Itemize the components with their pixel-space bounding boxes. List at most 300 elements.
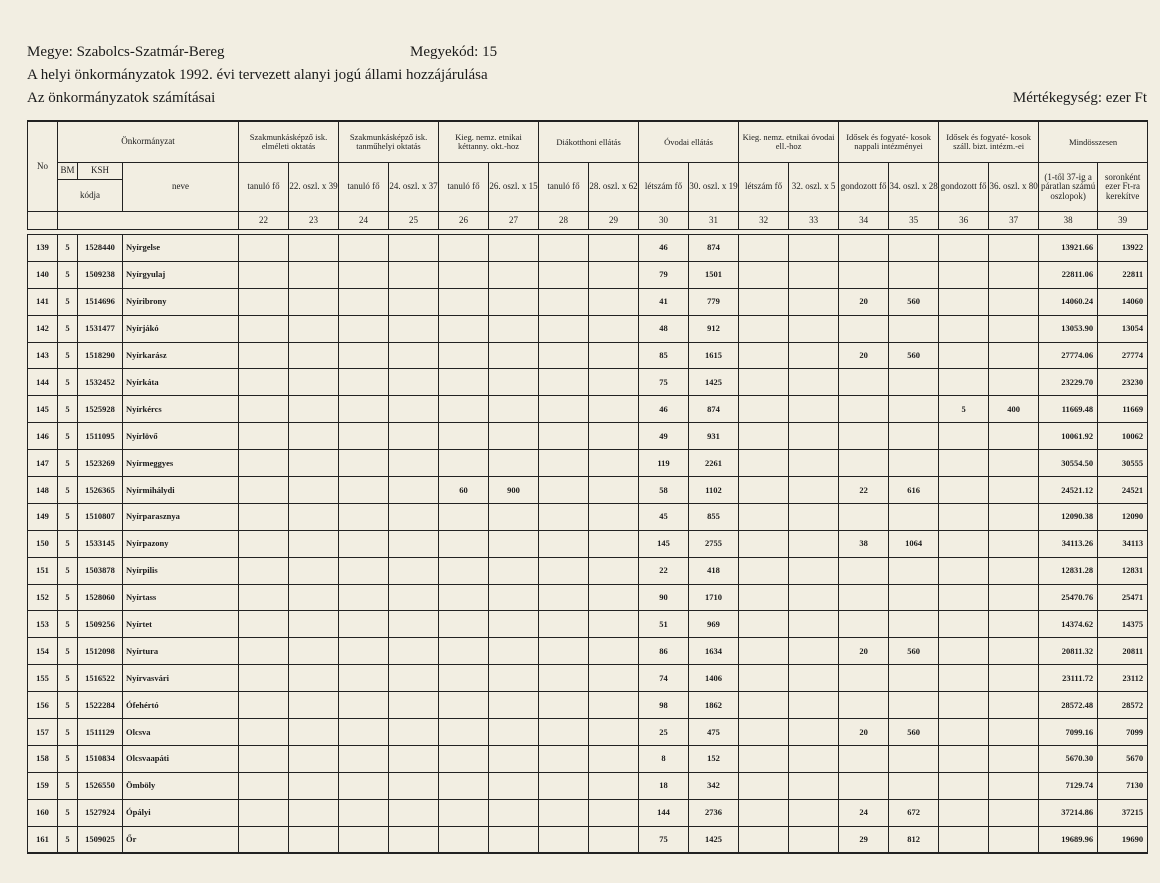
- value-cell: 1064: [889, 530, 939, 557]
- col-ksh-header: KSH: [78, 163, 123, 180]
- value-cell: 119: [639, 450, 689, 477]
- value-cell: [439, 611, 489, 638]
- value-cell: 41: [639, 288, 689, 315]
- col-group-8: Mindösszesen: [1039, 121, 1148, 163]
- col-number: 33: [789, 212, 839, 230]
- value-cell: [739, 584, 789, 611]
- table-row: [28, 799, 1148, 826]
- municipality-name-cell: Nyírtura: [123, 638, 239, 665]
- table-row: [28, 423, 1148, 450]
- value-cell: [539, 423, 589, 450]
- value-cell: 24521.12: [1039, 477, 1098, 504]
- bm-code-cell: 5: [58, 584, 78, 611]
- value-cell: 13922: [1098, 235, 1148, 262]
- unit-label: Mértékegység: ezer Ft: [1012, 90, 1147, 106]
- value-cell: [939, 638, 989, 665]
- value-cell: [539, 396, 589, 423]
- value-cell: [339, 584, 389, 611]
- value-cell: [339, 261, 389, 288]
- row-number-cell: 160: [28, 799, 58, 826]
- value-cell: [839, 665, 889, 692]
- ksh-code-cell: 1523269: [78, 450, 123, 477]
- value-cell: 23112: [1098, 665, 1148, 692]
- value-cell: [439, 342, 489, 369]
- value-cell: 779: [689, 288, 739, 315]
- value-cell: [739, 235, 789, 262]
- value-cell: [539, 557, 589, 584]
- col-number: 38: [1039, 212, 1098, 230]
- col-neve-header: neve: [123, 163, 239, 212]
- value-cell: 34113: [1098, 530, 1148, 557]
- value-cell: [789, 530, 839, 557]
- value-cell: [589, 557, 639, 584]
- row-number-cell: 141: [28, 288, 58, 315]
- value-cell: [539, 799, 589, 826]
- value-cell: [239, 745, 289, 772]
- value-cell: 20: [839, 719, 889, 746]
- value-cell: [839, 315, 889, 342]
- value-cell: 418: [689, 557, 739, 584]
- value-cell: 855: [689, 503, 739, 530]
- value-cell: [439, 584, 489, 611]
- value-cell: [239, 315, 289, 342]
- value-cell: [289, 369, 339, 396]
- value-cell: 30555: [1098, 450, 1148, 477]
- value-cell: [839, 584, 889, 611]
- value-cell: [839, 772, 889, 799]
- municipality-name-cell: Nyírgyulaj: [123, 261, 239, 288]
- value-cell: 145: [639, 530, 689, 557]
- col-group-6: Idősek és fogyaté- kosok nappali intézményei: [839, 121, 939, 163]
- value-cell: [989, 611, 1039, 638]
- sub-header-15: 36. oszl. x 80: [989, 163, 1039, 212]
- ksh-code-cell: 1516522: [78, 665, 123, 692]
- value-cell: [839, 396, 889, 423]
- value-cell: [439, 530, 489, 557]
- value-cell: 1425: [689, 369, 739, 396]
- value-cell: [489, 772, 539, 799]
- value-cell: [439, 450, 489, 477]
- value-cell: [489, 342, 539, 369]
- value-cell: [389, 719, 439, 746]
- ksh-code-cell: 1527924: [78, 799, 123, 826]
- value-cell: [289, 584, 339, 611]
- value-cell: 14375: [1098, 611, 1148, 638]
- municipality-name-cell: Nyírmeggyes: [123, 450, 239, 477]
- value-cell: 85: [639, 342, 689, 369]
- value-cell: [489, 638, 539, 665]
- value-cell: [489, 450, 539, 477]
- value-cell: [389, 584, 439, 611]
- table-row: [28, 611, 1148, 638]
- value-cell: [489, 261, 539, 288]
- value-cell: [789, 396, 839, 423]
- value-cell: [939, 503, 989, 530]
- value-cell: [239, 342, 289, 369]
- value-cell: 37215: [1098, 799, 1148, 826]
- value-cell: [789, 261, 839, 288]
- value-cell: 8: [639, 745, 689, 772]
- value-cell: [989, 557, 1039, 584]
- value-cell: [539, 288, 589, 315]
- value-cell: [289, 315, 339, 342]
- value-cell: [439, 638, 489, 665]
- value-cell: [339, 772, 389, 799]
- value-cell: 1862: [689, 692, 739, 719]
- col-number: 28: [539, 212, 589, 230]
- value-cell: [539, 530, 589, 557]
- value-cell: [439, 557, 489, 584]
- ksh-code-cell: 1528060: [78, 584, 123, 611]
- value-cell: [589, 342, 639, 369]
- value-cell: 25471: [1098, 584, 1148, 611]
- ksh-code-cell: 1503878: [78, 557, 123, 584]
- value-cell: [989, 584, 1039, 611]
- value-cell: [589, 692, 639, 719]
- value-cell: [789, 557, 839, 584]
- value-cell: 38: [839, 530, 889, 557]
- value-cell: 2755: [689, 530, 739, 557]
- value-cell: [289, 235, 339, 262]
- value-cell: [389, 369, 439, 396]
- ksh-code-cell: 1510807: [78, 503, 123, 530]
- num-empty: [28, 212, 58, 230]
- bm-code-cell: 5: [58, 315, 78, 342]
- value-cell: [239, 665, 289, 692]
- value-cell: 5: [939, 396, 989, 423]
- value-cell: 75: [639, 826, 689, 853]
- value-cell: [389, 423, 439, 450]
- ksh-code-cell: 1509025: [78, 826, 123, 853]
- col-number: 36: [939, 212, 989, 230]
- value-cell: 616: [889, 477, 939, 504]
- value-cell: [339, 611, 389, 638]
- value-cell: 1634: [689, 638, 739, 665]
- col-group-7: Idősek és fogyaté- kosok száll. bizt. intézm.-ei: [939, 121, 1039, 163]
- value-cell: [239, 261, 289, 288]
- ksh-code-cell: 1528440: [78, 235, 123, 262]
- value-cell: [939, 557, 989, 584]
- table-row: [28, 692, 1148, 719]
- value-cell: [289, 342, 339, 369]
- row-number-cell: 144: [28, 369, 58, 396]
- row-number-cell: 155: [28, 665, 58, 692]
- value-cell: [589, 745, 639, 772]
- value-cell: [339, 745, 389, 772]
- value-cell: [439, 799, 489, 826]
- table-row: [28, 719, 1148, 746]
- value-cell: 969: [689, 611, 739, 638]
- value-cell: [239, 396, 289, 423]
- value-cell: 30554.50: [1039, 450, 1098, 477]
- value-cell: [489, 369, 539, 396]
- value-cell: [439, 503, 489, 530]
- value-cell: [589, 611, 639, 638]
- value-cell: [289, 719, 339, 746]
- value-cell: 48: [639, 315, 689, 342]
- value-cell: [589, 396, 639, 423]
- sub-header-16: (1-től 37-ig a páratlan számú oszlopok): [1039, 163, 1098, 212]
- value-cell: 12090: [1098, 503, 1148, 530]
- value-cell: [289, 692, 339, 719]
- value-cell: [889, 450, 939, 477]
- value-cell: [939, 772, 989, 799]
- value-cell: 7129.74: [1039, 772, 1098, 799]
- row-number-cell: 143: [28, 342, 58, 369]
- sub-header-1: 22. oszl. x 39: [289, 163, 339, 212]
- bm-code-cell: 5: [58, 665, 78, 692]
- value-cell: [489, 692, 539, 719]
- municipality-name-cell: Nyírpilis: [123, 557, 239, 584]
- value-cell: [739, 611, 789, 638]
- value-cell: [739, 450, 789, 477]
- value-cell: [989, 799, 1039, 826]
- col-group-1: Szakmunkásképző isk. tanműhelyi oktatás: [339, 121, 439, 163]
- row-number-cell: 152: [28, 584, 58, 611]
- value-cell: 672: [889, 799, 939, 826]
- bm-code-cell: 5: [58, 261, 78, 288]
- value-cell: [439, 745, 489, 772]
- value-cell: [789, 719, 839, 746]
- value-cell: [989, 530, 1039, 557]
- value-cell: 2736: [689, 799, 739, 826]
- value-cell: [989, 745, 1039, 772]
- col-kodja-header: kódja: [58, 180, 123, 212]
- bm-code-cell: 5: [58, 772, 78, 799]
- table-row: [28, 315, 1148, 342]
- value-cell: [489, 423, 539, 450]
- value-cell: [739, 719, 789, 746]
- col-number: 22: [239, 212, 289, 230]
- value-cell: [439, 369, 489, 396]
- value-cell: 86: [639, 638, 689, 665]
- value-cell: [889, 611, 939, 638]
- value-cell: [289, 665, 339, 692]
- municipality-name-cell: Nyírpazony: [123, 530, 239, 557]
- value-cell: [389, 772, 439, 799]
- value-cell: [289, 799, 339, 826]
- sub-header-2: tanuló fő: [339, 163, 389, 212]
- municipality-name-cell: Ópályi: [123, 799, 239, 826]
- value-cell: [889, 396, 939, 423]
- value-cell: [989, 665, 1039, 692]
- col-group-0: Szakmunkásképző isk. elméleti oktatás: [239, 121, 339, 163]
- value-cell: 25: [639, 719, 689, 746]
- value-cell: [589, 450, 639, 477]
- value-cell: [539, 315, 589, 342]
- value-cell: [389, 503, 439, 530]
- value-cell: 18: [639, 772, 689, 799]
- table-body: [28, 235, 1148, 854]
- value-cell: [839, 450, 889, 477]
- municipality-name-cell: Nyírvasvári: [123, 665, 239, 692]
- value-cell: 58: [639, 477, 689, 504]
- value-cell: [789, 288, 839, 315]
- value-cell: [439, 235, 489, 262]
- value-cell: [289, 261, 339, 288]
- value-cell: [889, 692, 939, 719]
- value-cell: [489, 530, 539, 557]
- value-cell: [739, 315, 789, 342]
- bm-code-cell: 5: [58, 638, 78, 665]
- value-cell: 23230: [1098, 369, 1148, 396]
- value-cell: [439, 261, 489, 288]
- value-cell: 20: [839, 638, 889, 665]
- value-cell: 342: [689, 772, 739, 799]
- value-cell: [989, 288, 1039, 315]
- county-code-label: Megyekód: 15: [410, 44, 498, 60]
- value-cell: [339, 450, 389, 477]
- value-cell: 5670: [1098, 745, 1148, 772]
- value-cell: [289, 396, 339, 423]
- value-cell: 1425: [689, 826, 739, 853]
- value-cell: [239, 288, 289, 315]
- value-cell: [989, 261, 1039, 288]
- value-cell: [589, 719, 639, 746]
- value-cell: 5670.30: [1039, 745, 1098, 772]
- value-cell: 14060.24: [1039, 288, 1098, 315]
- value-cell: [989, 477, 1039, 504]
- bm-code-cell: 5: [58, 503, 78, 530]
- value-cell: [989, 503, 1039, 530]
- ksh-code-cell: 1518290: [78, 342, 123, 369]
- value-cell: [439, 396, 489, 423]
- value-cell: [739, 477, 789, 504]
- value-cell: [539, 369, 589, 396]
- value-cell: [739, 423, 789, 450]
- value-cell: [939, 719, 989, 746]
- row-number-cell: 148: [28, 477, 58, 504]
- value-cell: [989, 826, 1039, 853]
- col-number: 37: [989, 212, 1039, 230]
- col-group-2: Kieg. nemz. etnikai kéttanny. okt.-hoz: [439, 121, 539, 163]
- value-cell: [389, 799, 439, 826]
- bm-code-cell: 5: [58, 719, 78, 746]
- row-number-cell: 154: [28, 638, 58, 665]
- value-cell: [739, 396, 789, 423]
- ksh-code-cell: 1525928: [78, 396, 123, 423]
- value-cell: [939, 369, 989, 396]
- value-cell: [439, 288, 489, 315]
- value-cell: 60: [439, 477, 489, 504]
- value-cell: [339, 638, 389, 665]
- value-cell: 7130: [1098, 772, 1148, 799]
- value-cell: 900: [489, 477, 539, 504]
- value-cell: [389, 450, 439, 477]
- value-cell: [489, 235, 539, 262]
- value-cell: [589, 423, 639, 450]
- value-cell: [339, 503, 389, 530]
- value-cell: 22: [639, 557, 689, 584]
- value-cell: 1710: [689, 584, 739, 611]
- value-cell: [939, 826, 989, 853]
- value-cell: 22: [839, 477, 889, 504]
- value-cell: 12831.28: [1039, 557, 1098, 584]
- value-cell: 560: [889, 638, 939, 665]
- value-cell: [389, 261, 439, 288]
- value-cell: [439, 665, 489, 692]
- municipality-name-cell: Nyírparasznya: [123, 503, 239, 530]
- value-cell: [989, 638, 1039, 665]
- value-cell: [789, 503, 839, 530]
- sub-header-7: 28. oszl. x 62: [589, 163, 639, 212]
- bm-code-cell: 5: [58, 557, 78, 584]
- value-cell: [289, 503, 339, 530]
- value-cell: 19690: [1098, 826, 1148, 853]
- value-cell: [789, 772, 839, 799]
- row-number-cell: 140: [28, 261, 58, 288]
- table-row: [28, 826, 1148, 853]
- value-cell: [239, 369, 289, 396]
- municipality-name-cell: Olcsva: [123, 719, 239, 746]
- value-cell: [239, 557, 289, 584]
- value-cell: [439, 315, 489, 342]
- col-number: 27: [489, 212, 539, 230]
- value-cell: [939, 665, 989, 692]
- value-cell: [789, 665, 839, 692]
- ksh-code-cell: 1531477: [78, 315, 123, 342]
- value-cell: [539, 477, 589, 504]
- value-cell: [889, 772, 939, 799]
- sub-header-17: soronként ezer Ft-ra kerekítve: [1098, 163, 1148, 212]
- value-cell: [739, 503, 789, 530]
- bm-code-cell: 5: [58, 235, 78, 262]
- value-cell: 11669.48: [1039, 396, 1098, 423]
- value-cell: [539, 503, 589, 530]
- value-cell: 12831: [1098, 557, 1148, 584]
- value-cell: 1615: [689, 342, 739, 369]
- value-cell: [239, 423, 289, 450]
- value-cell: [389, 477, 439, 504]
- value-cell: [389, 665, 439, 692]
- value-cell: [489, 799, 539, 826]
- value-cell: [739, 369, 789, 396]
- value-cell: 23229.70: [1039, 369, 1098, 396]
- value-cell: 874: [689, 396, 739, 423]
- municipality-name-cell: Nyírkarász: [123, 342, 239, 369]
- value-cell: [789, 235, 839, 262]
- value-cell: 13053.90: [1039, 315, 1098, 342]
- value-cell: [289, 772, 339, 799]
- value-cell: [539, 826, 589, 853]
- col-group-4: Óvodai ellátás: [639, 121, 739, 163]
- value-cell: [539, 772, 589, 799]
- value-cell: 1406: [689, 665, 739, 692]
- bm-code-cell: 5: [58, 450, 78, 477]
- value-cell: [739, 745, 789, 772]
- col-group-5: Kieg. nemz. etnikai óvodai ell.-hoz: [739, 121, 839, 163]
- row-number-cell: 142: [28, 315, 58, 342]
- ksh-code-cell: 1509256: [78, 611, 123, 638]
- value-cell: 24521: [1098, 477, 1148, 504]
- table-row: [28, 450, 1148, 477]
- col-number: 30: [639, 212, 689, 230]
- bm-code-cell: 5: [58, 342, 78, 369]
- value-cell: [739, 826, 789, 853]
- table-row: [28, 584, 1148, 611]
- value-cell: 28572: [1098, 692, 1148, 719]
- value-cell: [889, 503, 939, 530]
- col-number: 23: [289, 212, 339, 230]
- value-cell: [939, 692, 989, 719]
- value-cell: [989, 315, 1039, 342]
- value-cell: [789, 638, 839, 665]
- value-cell: 23111.72: [1039, 665, 1098, 692]
- value-cell: [789, 799, 839, 826]
- value-cell: 74: [639, 665, 689, 692]
- value-cell: 29: [839, 826, 889, 853]
- value-cell: 7099.16: [1039, 719, 1098, 746]
